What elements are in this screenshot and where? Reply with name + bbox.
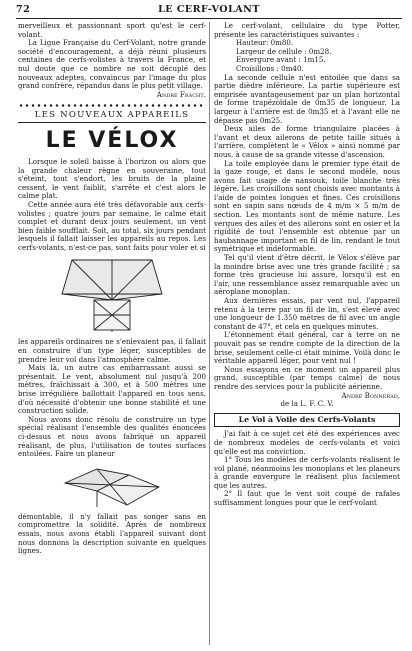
page-header xyxy=(16,4,402,18)
article-signature-name: André Bonnerad, xyxy=(341,390,400,400)
spec-line: Croisillons : 0m40. xyxy=(236,63,304,73)
kite-front-view-figure xyxy=(18,254,206,336)
ornamental-divider xyxy=(18,103,206,108)
article-paragraph: La toile employée dans le premier type était de la gaze rouge, et dans le second modèle, nous avons fait usage de nansouk, toile blanche très légère. Les croisillons sont choisis avec montants à l'aide de pointes longues et fines. Ces croisillons sont en sapin sans nœuds de 4 m/m × 5 m/m de section. Les montants sont de même nature. Les vergues des ailes et des ailerons sont en osier et la rigidité de tout l'ensemble est obtenue par un haubannage important en fil de lin, rendant le tout symétrique et indéformable. xyxy=(214,158,400,254)
intro-paragraph: La Ligue Française du Cerf-Volant, notre grande société d'encouragement, a déjà réuni plusieurs centaines de cerfs-volistes à travers la France, et nul doute que ce nombre ne soit décuplé des nouveaux adeptes, convaincus par l'image du plus grand confrère, répandus dans le plus petit village. xyxy=(18,38,206,91)
column-divider xyxy=(209,22,210,645)
article-paragraph: Deux ailes de forme triangulaire placées à l'avant et deux ailerons de petite taille situés à l'arrière, complètent le « Vélox » ainsi nommé par nous, à cause de sa grande vitesse d'ascension. xyxy=(214,124,400,159)
article-paragraph: les appareils ordinaires ne s'enlevaient pas, il fallait en construire d'un type léger, susceptibles de prendre leur vol dans l'atmosphère calme. xyxy=(18,337,206,364)
article-title: LE VÉLOX xyxy=(45,127,179,153)
article-paragraph: démontable, il n'y fallait pas songer sans en compromettre la solidité. Après de nombreux essais, nous avons établi l'appareil suivant dont nous donnons la description suivante en quelques lignes. xyxy=(18,511,206,556)
article-paragraph: Cette année aura été très défavorable aux cerfs-volistes ; quatre jours par semaine, le calme était complet et durant deux jours seulement, un vent bien faible soufflait. Soit, au total, six jours pendant lesquels il fallait laisser les appareils au repos. Les cerfs-volants, n'est-ce pas, sont faits pour voler et si xyxy=(18,199,206,252)
header-rule xyxy=(16,18,402,19)
boxed-article-heading: Le Vol à Voile des Cerfs-Volants xyxy=(214,413,400,428)
spec-intro: Le cerf-volant, cellulaire du type Potter, présente les caractéristiques suivantes : xyxy=(214,22,400,39)
article-paragraph: Tel qu'il vient d'être décrit, le Vélox s'élève par la moindre brise avec une très grande facilité ; sa forme très gracieuse lui assure, lorsqu'il est en l'air, une ressemblance assez remarquable avec un aéroplane monoplan. xyxy=(214,253,400,297)
page-number: 72 xyxy=(16,4,31,15)
left-column xyxy=(18,22,206,647)
article-paragraph: Nous avons donc résolu de construire un type spécial réalisant l'ensemble des qualités énoncées ci-dessus et nous avons fabriqué un appareil réalisant, de plus, l'utilisation de toutes surfaces entoilées. Faire un planeur xyxy=(18,414,206,459)
article-signature-affiliation: de la L. F. C. V. xyxy=(280,399,334,409)
intro-paragraph: merveilleux et passionnant sport qu'est le cerf-volant. xyxy=(18,22,206,39)
box-paragraph: 1° Tous les modèles de cerfs-volants réalisent le vol plané, néanmoins les monoplans et les planeurs à grande envergure le réalisent plus facilement que les autres. xyxy=(214,455,400,490)
journal-title: LE CERF-VOLANT xyxy=(158,4,260,15)
right-column xyxy=(214,22,400,647)
box-paragraph: 2° Il faut que le vent soit coupé de rafales suffisamment longues pour que le cerf-volant xyxy=(214,489,400,508)
kite-perspective-illustration xyxy=(57,461,167,511)
article-paragraph: Nous essayons en ce moment un appareil plus grand, susceptible (par temps calme) de nous rendre des services pour la publicité aérienne. xyxy=(214,364,400,391)
kite-front-view-illustration xyxy=(52,254,172,336)
section-rule xyxy=(18,122,206,123)
box-paragraph: J'ai fait à ce sujet cet été des expériences avec de nombreux modèles de cerfs-volants et voici qu'elle est ma conviction. xyxy=(214,429,400,456)
section-heading: LES NOUVEAUX APPAREILS xyxy=(34,110,190,121)
intro-signature: André Fracht. xyxy=(156,89,206,99)
article-paragraph: Mais là, un autre cas embarrassant aussi se présentait. Le vent, absolument nul jusqu'à 200 mètres, fraîchissait à 300, et à 500 mètres une brise irrégulière ballottait l'appareil en tous sens, d'où nécessité d'obtenir une bonne stabilité et une construction solide. xyxy=(18,363,206,416)
spec-line: Hauteur: 0m80. xyxy=(236,38,294,48)
kite-perspective-figure xyxy=(18,461,206,511)
article-paragraph: La seconde cellule n'est entoilée que dans sa partie dièdre inférieure. La partie supérieure est emprisée avantageusement par un plan horizontal de forme trapézoïdale de 0m35 de longueur. La largeur à l'arrière est de 0m35 et à l'avant elle ne dépasse pas 0m25. xyxy=(214,72,400,125)
spec-line: Envergure avant : 1m15. xyxy=(236,55,326,65)
article-paragraph: Aux dernières essais, par vent nul, l'appareil retenu à la terre par un fil de lin, s'est élevé avec une longueur de 1.350 mètres de fil avec un angle constant de 47°, et cela en quelques minutes. xyxy=(214,296,400,331)
spec-line: Largeur de cellule : 0m28. xyxy=(236,46,332,56)
article-paragraph: L'étonnement était général, car à terre on ne pouvait pas se rendre compte de la direction de la brise, seulement celle-ci était minime. Voilà donc le véritable appareil léger, pour vent nul ! xyxy=(214,330,400,366)
article-paragraph: Lorsque le soleil baisse à l'horizon ou alors que la grande chaleur règne en souveraine, tout s'éteint, tout s'endort, les bruits de la plaine cessent, le vent faiblit, s'arrête et c'est alors le calme plat. xyxy=(18,156,206,201)
